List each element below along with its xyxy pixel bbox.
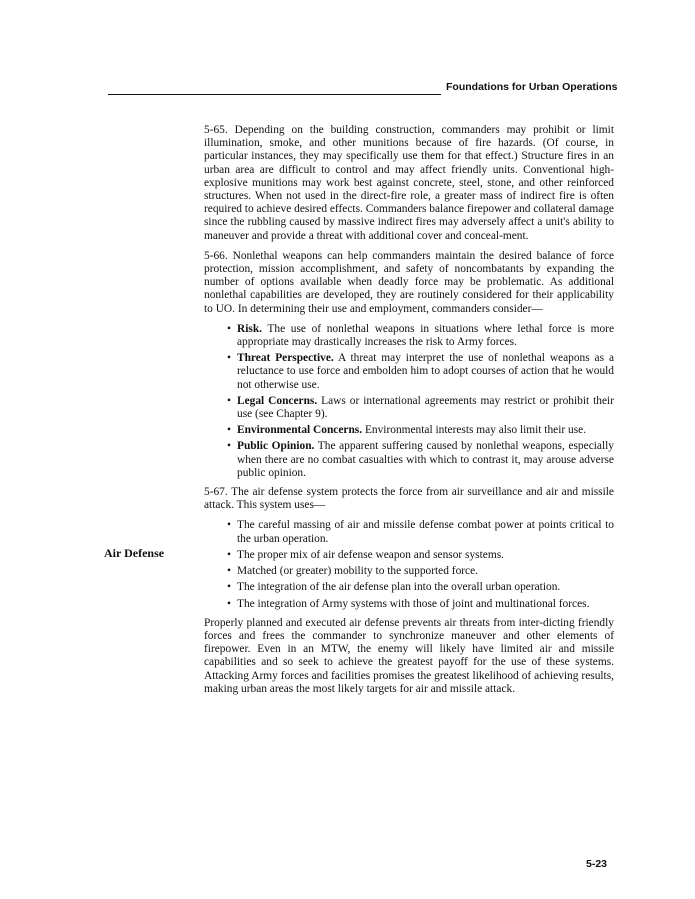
paragraph-5-65: 5-65. Depending on the building construction, commanders may prohibit or limit illumination, smoke, and other munitions because of fire hazards. (Of course, in particular instances, they may specifically use them for that effect.) Structure fires in an urban area are difficult to control and may affect friendly units. Conventional high-explosive munitions may work best against concrete, steel, stone, and other reinforced structures. When not used in the direct-fire role, a greater mass of indirect fire is often required to achieve desired effects. Commanders balance firepower and collateral damage since the rubbling caused by massive indirect fires may adversely affect a unit's ability to maneuver and provide a threat with additional cover and conceal-ment. — [204, 124, 614, 242]
list-item-text: The integration of the air defense plan into the overall urban operation. — [237, 581, 561, 594]
list-item — [204, 598, 614, 611]
term: Risk. — [237, 322, 263, 335]
list-item — [204, 549, 614, 562]
definition: The apparent suffering caused by nonlethal weapons, especially when there are no combat casualties with which to contrast it, may arouse adverse public opinion. — [237, 440, 614, 479]
bullet-icon: • — [227, 322, 231, 335]
bullet-icon: • — [227, 565, 231, 578]
list-item — [204, 440, 614, 480]
definition: A threat may interpret the use of nonlethal weapons as a reluctance to use force and embolden him to adopt courses of action that he would not otherwise use. — [237, 352, 614, 391]
header-rule — [108, 94, 441, 95]
list-item-text: Matched (or greater) mobility to the supported force. — [237, 565, 479, 578]
definition: Environmental interests may also limit their use. — [362, 424, 587, 437]
list-item — [204, 565, 614, 578]
term: Threat Perspective. — [237, 352, 334, 365]
bullet-icon: • — [227, 548, 231, 561]
paragraph-air-defense-closing: Properly planned and executed air defense prevents air threats from inter-dicting friendly forces and frees the commander to synchronize maneuver and other elements of firepower. Even in an MTW, the enemy will likely have limited air and missile capabilities and so seek to achieve the greatest payoff for the use of these systems. Attacking Army forces and facilities promises the greatest likelihood of achieving results, making urban areas the most likely targets for air and missile attack. — [204, 616, 614, 695]
bullet-icon: • — [227, 440, 231, 453]
list-item — [204, 352, 614, 392]
list-item-text: The careful massing of air and missile defense combat power at points critical to the urban operation. — [237, 519, 614, 545]
bullet-icon: • — [227, 424, 231, 437]
air-defense-uses-list — [204, 519, 614, 610]
section-heading-air-defense: Air Defense — [104, 546, 165, 560]
bullet-icon: • — [227, 519, 231, 532]
bullet-icon: • — [227, 597, 231, 610]
paragraph-5-66: 5-66. Nonlethal weapons can help commanders maintain the desired balance of force protection, mission accomplishment, and safety of noncombatants by expanding the number of options available when deadly force may be problematic. As additional nonlethal capabilities are developed, they are routinely considered for their applicability to UO. In determining their use and employment, commanders consider— — [204, 249, 614, 315]
definition: Laws or international agreements may restrict or prohibit their use (see Chapter 9). — [237, 394, 614, 421]
list-item-text: The integration of Army systems with those of joint and multinational forces. — [237, 597, 590, 610]
paragraph-5-67: 5-67. The air defense system protects the force from air surveillance and air and missile attack. This system uses— — [204, 486, 614, 512]
list-item-text: The proper mix of air defense weapon and sensor systems. — [237, 548, 504, 561]
list-item — [204, 519, 614, 545]
bullet-icon: • — [227, 394, 231, 407]
bullet-icon: • — [227, 581, 231, 594]
term: Legal Concerns. — [237, 394, 318, 407]
running-header-title: Foundations for Urban Operations — [446, 81, 618, 93]
list-item — [204, 581, 614, 594]
nonlethal-considerations-list — [204, 323, 614, 480]
term: Environmental Concerns. — [237, 424, 363, 437]
list-item — [204, 323, 614, 349]
list-item — [204, 395, 614, 421]
bullet-icon: • — [227, 352, 231, 365]
page-number: 5-23 — [586, 858, 608, 870]
list-item — [204, 424, 614, 437]
definition: The use of nonlethal weapons in situations where lethal force is more appropriate may drastically increases the risk to Army forces. — [237, 322, 614, 349]
body-text — [204, 124, 614, 703]
term: Public Opinion. — [237, 440, 315, 453]
air-defense-section — [204, 486, 614, 696]
